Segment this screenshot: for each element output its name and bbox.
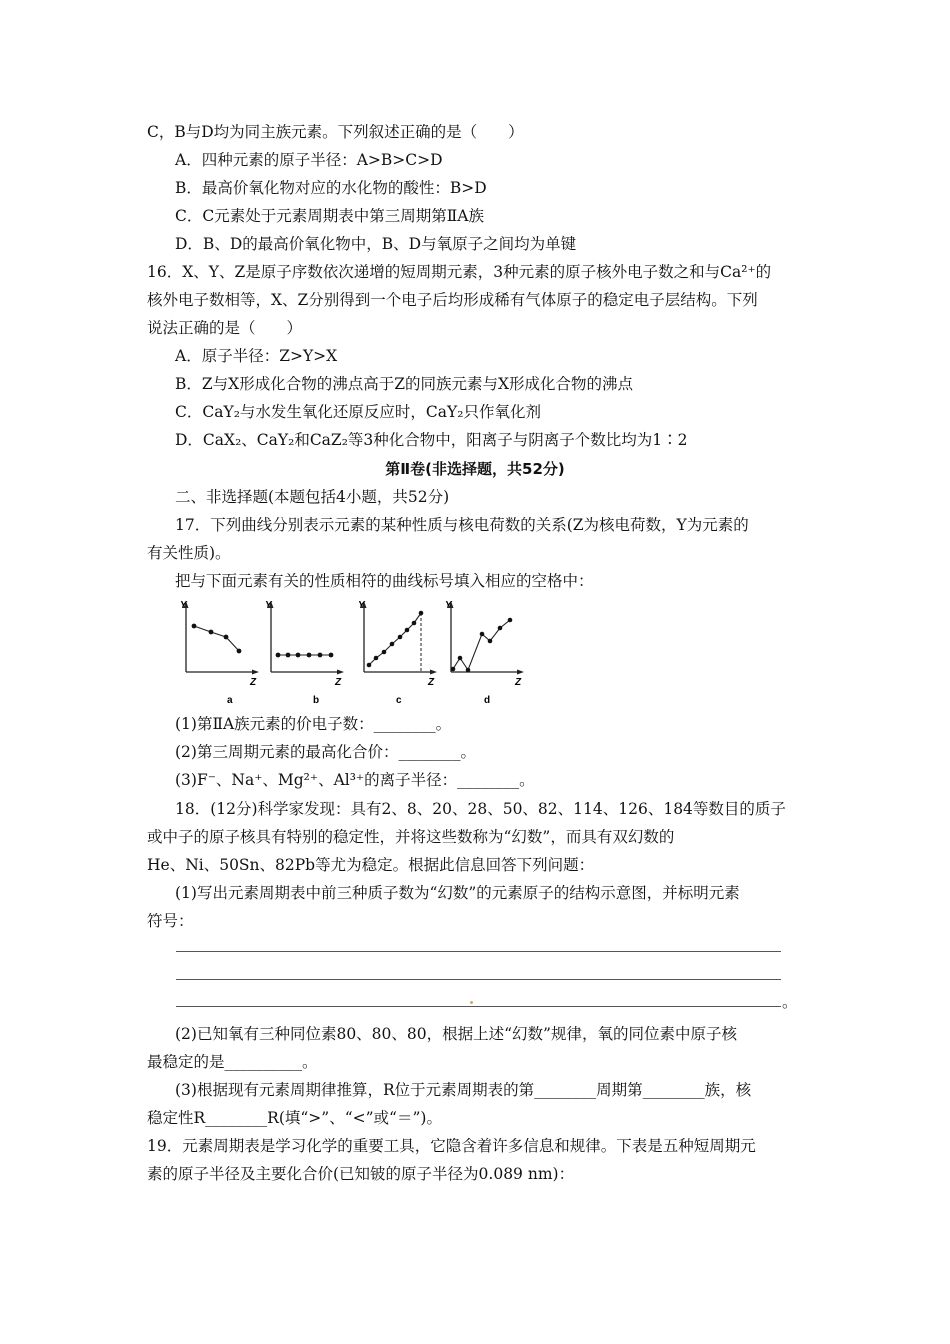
- graph-a-x-label: Z: [250, 677, 257, 688]
- q18-part1-line1: (1)写出元素周期表中前三种质子数为“幻数”的元素原子的结构示意图，并标明元素: [175, 884, 740, 902]
- graph-c-y-label: Y: [358, 600, 365, 611]
- q17-part1: (1)第ⅡA族元素的价电子数：________。: [175, 715, 452, 733]
- section-2-title: 第Ⅱ卷(非选择题，共52分): [385, 460, 565, 478]
- graph-c-caption: c: [396, 695, 402, 706]
- scan-dot: [470, 1001, 473, 1004]
- q15-stem-end: C，B与D均为同主族元素。下列叙述正确的是（ ）: [147, 123, 524, 141]
- graph-c: [358, 600, 437, 706]
- q18-part2-line2: 最稳定的是__________。: [147, 1053, 318, 1071]
- q17-stem-line2: 有关性质)。: [147, 544, 231, 562]
- graph-d: [445, 600, 524, 706]
- graph-a: [180, 600, 259, 706]
- graph-c-x-label: Z: [428, 677, 435, 688]
- q16-option-a: A．原子半径：Z>Y>X: [175, 347, 338, 365]
- graph-d-x-label: Z: [515, 677, 522, 688]
- q18-stem-line1: 18．(12分)科学家发现：具有2、8、20、28、50、82、114、126、184等数目的质子: [175, 800, 786, 818]
- q16-stem-line3: 说法正确的是（ ）: [147, 319, 303, 337]
- q17-part3: (3)F⁻、Na⁺、Mg²⁺、Al³⁺的离子半径：________。: [175, 771, 535, 789]
- q17-stem-line1: 17．下列曲线分别表示元素的某种性质与核电荷数的关系(Z为核电荷数，Y为元素的: [175, 516, 749, 534]
- q17-instruction: 把与下面元素有关的性质相符的曲线标号填入相应的空格中：: [175, 572, 594, 590]
- q18-stem-line2: 或中子的原子核具有特别的稳定性，并将这些数称为“幻数”，而具有双幻数的: [147, 828, 675, 846]
- q18-part1-line2: 符号：: [147, 912, 194, 930]
- q18-part2-line1: (2)已知氧有三种同位素80、80、80，根据上述“幻数”规律，氧的同位素中原子核: [175, 1025, 737, 1043]
- answer-line-1: [176, 951, 781, 952]
- q16-option-d: D．CaX₂、CaY₂和CaZ₂等3种化合物中，阳离子与阴离子个数比均为1∶2: [175, 431, 688, 449]
- graph-d-y-label: Y: [445, 600, 452, 611]
- q17-part2: (2)第三周期元素的最高化合价：________。: [175, 743, 476, 761]
- q15-option-b: B．最高价氧化物对应的水化物的酸性：B>D: [175, 179, 487, 197]
- q16-option-b: B．Z与X形成化合物的沸点高于Z的同族元素与X形成化合物的沸点: [175, 375, 634, 393]
- curve-graphs: [176, 596, 526, 708]
- q19-stem-line2: 素的原子半径及主要化合价(已知铍的原子半径为0.089 nm)：: [147, 1165, 575, 1183]
- answer-line-3: [176, 1006, 781, 1007]
- graph-b-caption: b: [313, 695, 320, 706]
- section-2-instruction: 二、非选择题(本题包括4小题，共52分): [175, 488, 450, 506]
- graph-b: [265, 600, 344, 706]
- graph-d-caption: d: [484, 695, 491, 706]
- q15-option-d: D．B、D的最高价氧化物中，B、D与氧原子之间均为单键: [175, 235, 577, 253]
- q18-part3-line1: (3)根据现有元素周期律推算，R位于元素周期表的第________周期第________族，核: [175, 1081, 752, 1099]
- q18-stem-line3: He、Ni、50Sn、82Pb等尤为稳定。根据此信息回答下列问题：: [147, 856, 595, 874]
- answer-line-period: 。: [782, 993, 798, 1011]
- q19-stem-line1: 19．元素周期表是学习化学的重要工具，它隐含着许多信息和规律。下表是五种短周期元: [147, 1137, 756, 1155]
- q16-stem-line1: 16．X、Y、Z是原子序数依次递增的短周期元素，3种元素的原子核外电子数之和与Ca²⁺的: [147, 263, 772, 281]
- graph-a-caption: a: [227, 695, 233, 706]
- q15-option-a: A．四种元素的原子半径：A>B>C>D: [175, 151, 443, 169]
- q16-stem-line2: 核外电子数相等，X、Z分别得到一个电子后均形成稀有气体原子的稳定电子层结构。下列: [147, 291, 758, 309]
- answer-line-2: [176, 979, 781, 980]
- graph-b-y-label: Y: [265, 600, 272, 611]
- graph-b-x-label: Z: [335, 677, 342, 688]
- q15-option-c: C．C元素处于元素周期表中第三周期第ⅡA族: [175, 207, 484, 225]
- q16-option-c: C．CaY₂与水发生氧化还原反应时，CaY₂只作氧化剂: [175, 403, 541, 421]
- q18-part3-line2: 稳定性R________R(填“>”、“<”或“＝”)。: [147, 1109, 442, 1127]
- graph-a-y-label: Y: [180, 600, 187, 611]
